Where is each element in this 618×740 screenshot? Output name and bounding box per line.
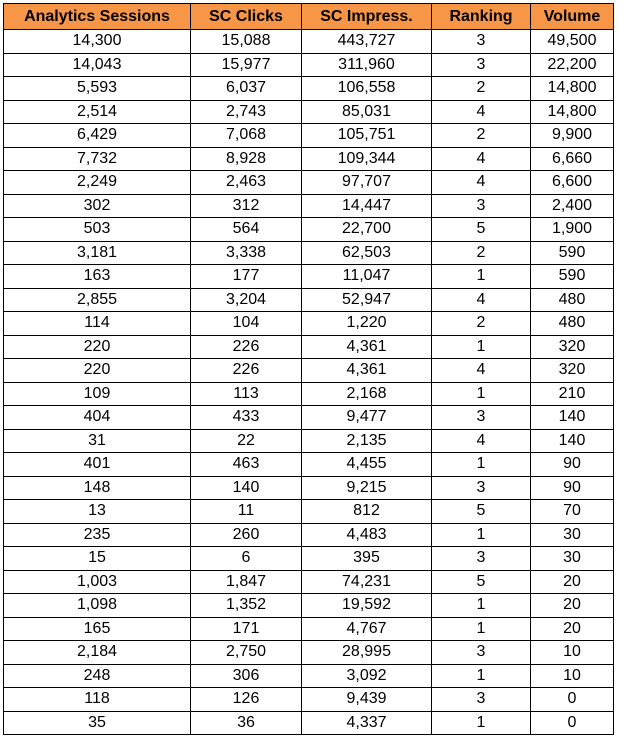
cell-volume: 30 — [531, 547, 614, 571]
cell-sc-clicks: 7,068 — [191, 124, 302, 148]
cell-sc-clicks: 1,847 — [191, 570, 302, 594]
cell-analytics-sessions: 14,300 — [4, 30, 191, 54]
cell-sc-impressions: 22,700 — [302, 218, 432, 242]
cell-ranking: 3 — [432, 688, 531, 712]
table-row — [4, 641, 614, 665]
cell-sc-clicks: 2,463 — [191, 171, 302, 195]
cell-ranking: 3 — [432, 53, 531, 77]
cell-volume: 49,500 — [531, 30, 614, 54]
cell-sc-impressions: 11,047 — [302, 265, 432, 289]
cell-analytics-sessions: 148 — [4, 476, 191, 500]
cell-analytics-sessions: 2,249 — [4, 171, 191, 195]
cell-analytics-sessions: 401 — [4, 453, 191, 477]
cell-volume: 14,800 — [531, 100, 614, 124]
cell-sc-clicks: 140 — [191, 476, 302, 500]
cell-analytics-sessions: 118 — [4, 688, 191, 712]
cell-sc-impressions: 311,960 — [302, 53, 432, 77]
cell-volume: 22,200 — [531, 53, 614, 77]
cell-analytics-sessions: 163 — [4, 265, 191, 289]
table-row — [4, 171, 614, 195]
header-volume: Volume — [531, 4, 614, 30]
cell-ranking: 3 — [432, 194, 531, 218]
cell-ranking: 3 — [432, 641, 531, 665]
cell-sc-impressions: 4,483 — [302, 523, 432, 547]
cell-volume: 14,800 — [531, 77, 614, 101]
cell-sc-clicks: 36 — [191, 711, 302, 735]
cell-analytics-sessions: 109 — [4, 382, 191, 406]
cell-volume: 320 — [531, 335, 614, 359]
cell-volume: 0 — [531, 711, 614, 735]
cell-ranking: 5 — [432, 218, 531, 242]
cell-ranking: 3 — [432, 547, 531, 571]
cell-volume: 6,660 — [531, 147, 614, 171]
cell-ranking: 1 — [432, 453, 531, 477]
cell-sc-clicks: 171 — [191, 617, 302, 641]
cell-sc-impressions: 4,455 — [302, 453, 432, 477]
cell-volume: 140 — [531, 406, 614, 430]
cell-sc-impressions: 4,361 — [302, 335, 432, 359]
cell-ranking: 1 — [432, 382, 531, 406]
cell-ranking: 4 — [432, 147, 531, 171]
cell-ranking: 4 — [432, 288, 531, 312]
cell-sc-clicks: 11 — [191, 500, 302, 524]
cell-ranking: 1 — [432, 265, 531, 289]
cell-ranking: 3 — [432, 406, 531, 430]
cell-sc-clicks: 3,204 — [191, 288, 302, 312]
cell-sc-impressions: 2,135 — [302, 429, 432, 453]
cell-sc-impressions: 19,592 — [302, 594, 432, 618]
cell-sc-clicks: 433 — [191, 406, 302, 430]
cell-ranking: 1 — [432, 523, 531, 547]
cell-sc-clicks: 306 — [191, 664, 302, 688]
header-sc-clicks: SC Clicks — [191, 4, 302, 30]
cell-sc-impressions: 28,995 — [302, 641, 432, 665]
cell-sc-impressions: 97,707 — [302, 171, 432, 195]
cell-volume: 210 — [531, 382, 614, 406]
cell-analytics-sessions: 6,429 — [4, 124, 191, 148]
cell-sc-clicks: 260 — [191, 523, 302, 547]
cell-volume: 320 — [531, 359, 614, 383]
cell-analytics-sessions: 302 — [4, 194, 191, 218]
cell-volume: 70 — [531, 500, 614, 524]
cell-volume: 1,900 — [531, 218, 614, 242]
table-row — [4, 265, 614, 289]
cell-analytics-sessions: 2,855 — [4, 288, 191, 312]
table-row — [4, 711, 614, 735]
cell-volume: 30 — [531, 523, 614, 547]
table-row — [4, 53, 614, 77]
cell-volume: 9,900 — [531, 124, 614, 148]
cell-ranking: 1 — [432, 594, 531, 618]
cell-sc-impressions: 812 — [302, 500, 432, 524]
cell-sc-clicks: 113 — [191, 382, 302, 406]
cell-sc-impressions: 1,220 — [302, 312, 432, 336]
cell-sc-impressions: 4,337 — [302, 711, 432, 735]
header-row — [4, 4, 614, 30]
cell-ranking: 2 — [432, 124, 531, 148]
table-row — [4, 688, 614, 712]
cell-analytics-sessions: 2,514 — [4, 100, 191, 124]
cell-volume: 0 — [531, 688, 614, 712]
cell-analytics-sessions: 220 — [4, 359, 191, 383]
cell-volume: 90 — [531, 453, 614, 477]
table-row — [4, 312, 614, 336]
table-row — [4, 335, 614, 359]
cell-analytics-sessions: 2,184 — [4, 641, 191, 665]
cell-ranking: 2 — [432, 77, 531, 101]
table-row — [4, 664, 614, 688]
cell-analytics-sessions: 35 — [4, 711, 191, 735]
table-body — [4, 30, 614, 735]
cell-volume: 480 — [531, 288, 614, 312]
cell-sc-clicks: 177 — [191, 265, 302, 289]
cell-volume: 590 — [531, 265, 614, 289]
cell-sc-impressions: 4,767 — [302, 617, 432, 641]
cell-volume: 20 — [531, 570, 614, 594]
table-row — [4, 124, 614, 148]
cell-volume: 480 — [531, 312, 614, 336]
cell-volume: 20 — [531, 617, 614, 641]
cell-ranking: 4 — [432, 359, 531, 383]
table-row — [4, 594, 614, 618]
cell-sc-clicks: 6,037 — [191, 77, 302, 101]
cell-ranking: 2 — [432, 241, 531, 265]
cell-volume: 90 — [531, 476, 614, 500]
cell-volume: 6,600 — [531, 171, 614, 195]
cell-sc-impressions: 395 — [302, 547, 432, 571]
cell-sc-clicks: 312 — [191, 194, 302, 218]
cell-sc-clicks: 226 — [191, 359, 302, 383]
cell-sc-impressions: 2,168 — [302, 382, 432, 406]
cell-sc-clicks: 1,352 — [191, 594, 302, 618]
table-row — [4, 453, 614, 477]
table-row — [4, 194, 614, 218]
table-row — [4, 218, 614, 242]
cell-sc-clicks: 22 — [191, 429, 302, 453]
cell-ranking: 1 — [432, 335, 531, 359]
cell-analytics-sessions: 235 — [4, 523, 191, 547]
cell-ranking: 4 — [432, 171, 531, 195]
table-row — [4, 359, 614, 383]
cell-sc-impressions: 443,727 — [302, 30, 432, 54]
cell-analytics-sessions: 503 — [4, 218, 191, 242]
table-row — [4, 617, 614, 641]
cell-analytics-sessions: 248 — [4, 664, 191, 688]
table-row — [4, 288, 614, 312]
cell-ranking: 1 — [432, 711, 531, 735]
cell-sc-clicks: 226 — [191, 335, 302, 359]
table-row — [4, 100, 614, 124]
cell-sc-clicks: 104 — [191, 312, 302, 336]
table-row — [4, 570, 614, 594]
cell-sc-clicks: 564 — [191, 218, 302, 242]
header-ranking: Ranking — [432, 4, 531, 30]
cell-analytics-sessions: 220 — [4, 335, 191, 359]
cell-ranking: 4 — [432, 429, 531, 453]
cell-sc-impressions: 52,947 — [302, 288, 432, 312]
cell-ranking: 1 — [432, 617, 531, 641]
cell-volume: 590 — [531, 241, 614, 265]
cell-analytics-sessions: 5,593 — [4, 77, 191, 101]
cell-sc-impressions: 85,031 — [302, 100, 432, 124]
cell-analytics-sessions: 165 — [4, 617, 191, 641]
cell-sc-impressions: 62,503 — [302, 241, 432, 265]
cell-sc-clicks: 2,750 — [191, 641, 302, 665]
table-row — [4, 547, 614, 571]
cell-analytics-sessions: 404 — [4, 406, 191, 430]
cell-sc-clicks: 3,338 — [191, 241, 302, 265]
cell-sc-impressions: 14,447 — [302, 194, 432, 218]
cell-sc-impressions: 9,215 — [302, 476, 432, 500]
cell-sc-impressions: 4,361 — [302, 359, 432, 383]
cell-analytics-sessions: 114 — [4, 312, 191, 336]
cell-sc-impressions: 74,231 — [302, 570, 432, 594]
cell-analytics-sessions: 1,003 — [4, 570, 191, 594]
table-row — [4, 382, 614, 406]
cell-analytics-sessions: 15 — [4, 547, 191, 571]
cell-sc-clicks: 6 — [191, 547, 302, 571]
cell-ranking: 1 — [432, 664, 531, 688]
cell-sc-clicks: 2,743 — [191, 100, 302, 124]
cell-sc-impressions: 9,477 — [302, 406, 432, 430]
table-row — [4, 476, 614, 500]
cell-ranking: 4 — [432, 100, 531, 124]
cell-analytics-sessions: 31 — [4, 429, 191, 453]
table-row — [4, 77, 614, 101]
cell-ranking: 3 — [432, 476, 531, 500]
cell-ranking: 3 — [432, 30, 531, 54]
cell-volume: 2,400 — [531, 194, 614, 218]
cell-sc-impressions: 9,439 — [302, 688, 432, 712]
cell-analytics-sessions: 13 — [4, 500, 191, 524]
cell-volume: 140 — [531, 429, 614, 453]
cell-sc-clicks: 15,977 — [191, 53, 302, 77]
cell-ranking: 5 — [432, 500, 531, 524]
cell-ranking: 2 — [432, 312, 531, 336]
cell-sc-impressions: 105,751 — [302, 124, 432, 148]
cell-analytics-sessions: 14,043 — [4, 53, 191, 77]
table-row — [4, 406, 614, 430]
cell-sc-clicks: 126 — [191, 688, 302, 712]
table-row — [4, 429, 614, 453]
cell-sc-impressions: 106,558 — [302, 77, 432, 101]
header-sc-impressions: SC Impress. — [302, 4, 432, 30]
cell-volume: 10 — [531, 641, 614, 665]
cell-volume: 10 — [531, 664, 614, 688]
cell-analytics-sessions: 1,098 — [4, 594, 191, 618]
cell-sc-clicks: 8,928 — [191, 147, 302, 171]
table-row — [4, 241, 614, 265]
table-row — [4, 523, 614, 547]
cell-volume: 20 — [531, 594, 614, 618]
cell-analytics-sessions: 3,181 — [4, 241, 191, 265]
cell-sc-clicks: 463 — [191, 453, 302, 477]
table-row — [4, 500, 614, 524]
data-table — [3, 3, 614, 735]
cell-sc-impressions: 109,344 — [302, 147, 432, 171]
cell-analytics-sessions: 7,732 — [4, 147, 191, 171]
table-row — [4, 147, 614, 171]
header-analytics-sessions: Analytics Sessions — [4, 4, 191, 30]
cell-sc-clicks: 15,088 — [191, 30, 302, 54]
cell-sc-impressions: 3,092 — [302, 664, 432, 688]
table-row — [4, 30, 614, 54]
cell-ranking: 5 — [432, 570, 531, 594]
